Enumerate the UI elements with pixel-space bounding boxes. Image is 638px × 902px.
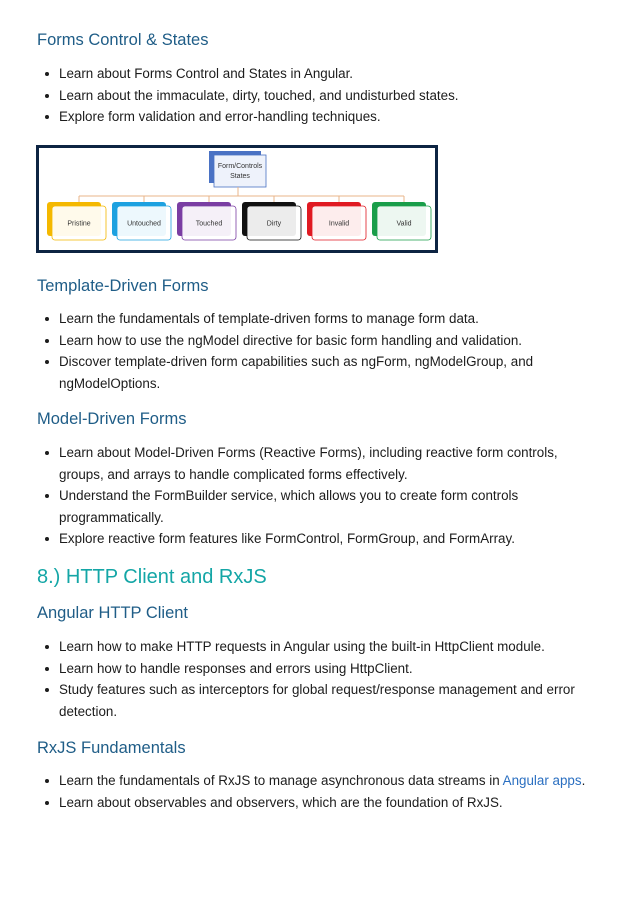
forms-control-list — [37, 63, 597, 128]
root-node — [214, 155, 266, 187]
angular-apps-link[interactable]: Angular apps — [502, 773, 582, 788]
state-node-label: Untouched — [127, 220, 161, 228]
section-title-forms-control: Forms Control & States — [37, 31, 209, 49]
section-title-model-driven: Model-Driven Forms — [37, 410, 187, 428]
state-nodes — [47, 202, 431, 240]
list-item: Learn the fundamentals of template-driven forms to manage form data. — [37, 308, 597, 330]
state-node-label: Dirty — [266, 220, 282, 228]
list-item: Explore reactive form features like FormControl, FormGroup, and FormArray. — [37, 528, 597, 550]
section-heading-http: 8.) HTTP Client and RxJS — [37, 566, 267, 588]
state-node-label: Valid — [396, 220, 412, 228]
list-item: Study features such as interceptors for global request/response management and error detection. — [37, 679, 597, 722]
list-item: Learn about observables and observers, which are the foundation of RxJS. — [37, 792, 597, 814]
list-item-text: Learn the fundamentals of RxJS to manage asynchronous data streams in — [59, 773, 503, 788]
section-title-angular-http: Angular HTTP Client — [37, 604, 189, 622]
list-item: Discover template-driven form capabilities such as ngForm, ngModelGroup, and ngModelOptions. — [37, 351, 597, 394]
model-driven-list — [37, 442, 597, 550]
list-item: Learn how to make HTTP requests in Angular using the built-in HttpClient module. — [37, 636, 597, 658]
list-item-text-suffix: . — [581, 773, 586, 788]
section-title-template-driven: Template-Driven Forms — [37, 277, 209, 295]
list-item: Understand the FormBuilder service, which allows you to create form controls programmatically. — [37, 485, 597, 528]
template-driven-list — [37, 308, 597, 394]
list-item: Explore form validation and error-handling techniques. — [37, 106, 597, 128]
list-item: Learn how to handle responses and errors using HttpClient. — [37, 658, 597, 680]
list-item: Learn about Forms Control and States in Angular. — [37, 63, 597, 85]
angular-http-list — [37, 636, 597, 722]
section-title-rxjs: RxJS Fundamentals — [37, 739, 186, 757]
list-item: Learn about Model-Driven Forms (Reactive Forms), including reactive form controls, groups, and arrays to handle complicated forms effectively. — [37, 442, 597, 485]
form-states-diagram — [36, 145, 438, 253]
list-item: Learn how to use the ngModel directive for basic form handling and validation. — [37, 330, 597, 352]
list-item: Learn about the immaculate, dirty, touched, and undisturbed states. — [37, 85, 597, 107]
rxjs-list — [37, 770, 597, 813]
list-item — [37, 770, 597, 792]
state-node-label: Invalid — [328, 220, 350, 228]
state-node-label: Pristine — [67, 220, 91, 228]
state-node-label: Touched — [195, 220, 223, 228]
form-states-diagram-svg — [39, 148, 435, 250]
root-node-label-line1: Form/Controls — [217, 163, 263, 170]
root-node-label-line2: States — [230, 173, 250, 180]
